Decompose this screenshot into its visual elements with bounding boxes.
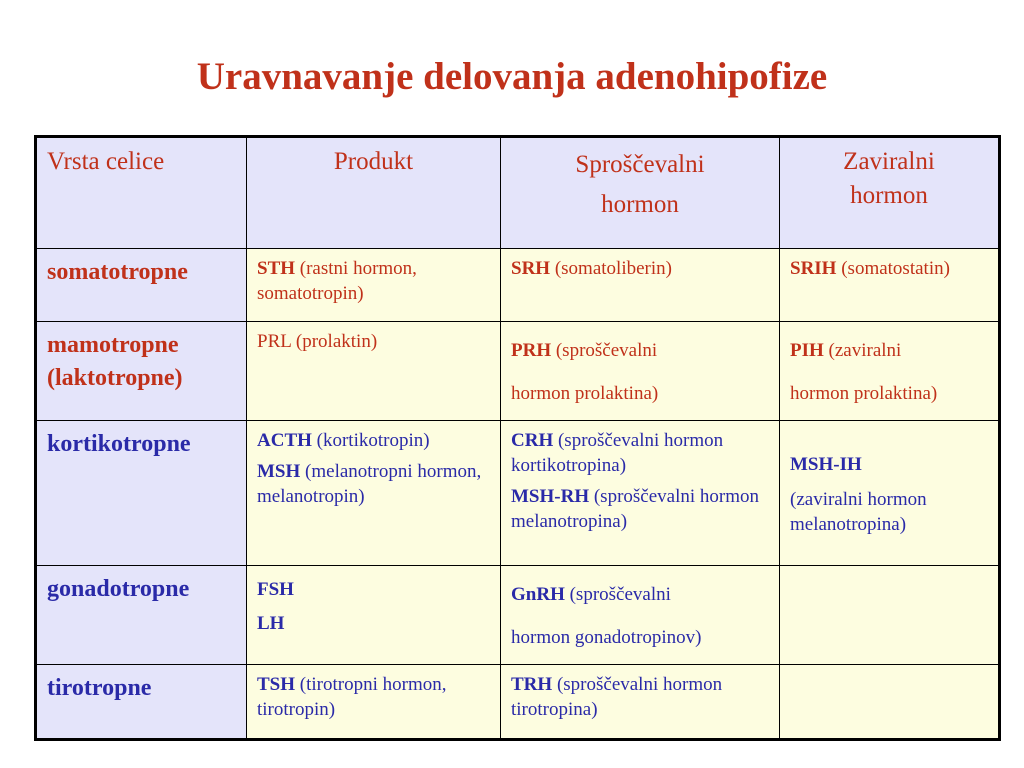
row-product: PRL (prolaktin): [247, 322, 501, 421]
row-releasing: TRH (sproščevalni hormon tirotropina): [501, 665, 780, 740]
hormone-regulation-table: [34, 135, 1001, 741]
table-row: [36, 249, 1000, 322]
row-cell-type: somatotropne: [36, 249, 247, 322]
row-inhibiting: MSH-IH (zaviralni hormon melanotropina): [780, 421, 1000, 566]
row-product: TSH (tirotropni hormon, tirotropin): [247, 665, 501, 740]
row-cell-type: mamotropne (laktotropne): [36, 322, 247, 421]
table-row: [36, 665, 1000, 740]
page-title: Uravnavanje delovanja adenohipofize: [196, 55, 828, 98]
row-releasing: GnRH (sproščevalni hormon gonadotropinov): [501, 566, 780, 665]
header-releasing-hormone: Sproščevalni hormon: [501, 137, 780, 249]
table-header-row: [36, 137, 1000, 249]
row-inhibiting: [780, 566, 1000, 665]
header-inhibiting-hormone: Zaviralni hormon: [780, 137, 1000, 249]
row-product: ACTH (kortikotropin) MSH (melanotropni hormon, melanotropin): [247, 421, 501, 566]
row-inhibiting: PIH (zaviralni hormon prolaktina): [780, 322, 1000, 421]
row-cell-type: tirotropne: [36, 665, 247, 740]
header-product: Produkt: [247, 137, 501, 249]
row-product: STH (rastni hormon, somatotropin): [247, 249, 501, 322]
row-cell-type: kortikotropne: [36, 421, 247, 566]
row-cell-type: gonadotropne: [36, 566, 247, 665]
row-inhibiting: SRIH (somatostatin): [780, 249, 1000, 322]
row-product: FSH LH: [247, 566, 501, 665]
table-row: [36, 322, 1000, 421]
table-row: [36, 421, 1000, 566]
row-releasing: PRH (sproščevalni hormon prolaktina): [501, 322, 780, 421]
header-cell-type: Vrsta celice: [36, 137, 247, 249]
row-releasing: CRH (sproščevalni hormon kortikotropina) MSH-RH (sproščevalni hormon melanotropina): [501, 421, 780, 566]
row-inhibiting: [780, 665, 1000, 740]
table-row: [36, 566, 1000, 665]
row-releasing: SRH (somatoliberin): [501, 249, 780, 322]
